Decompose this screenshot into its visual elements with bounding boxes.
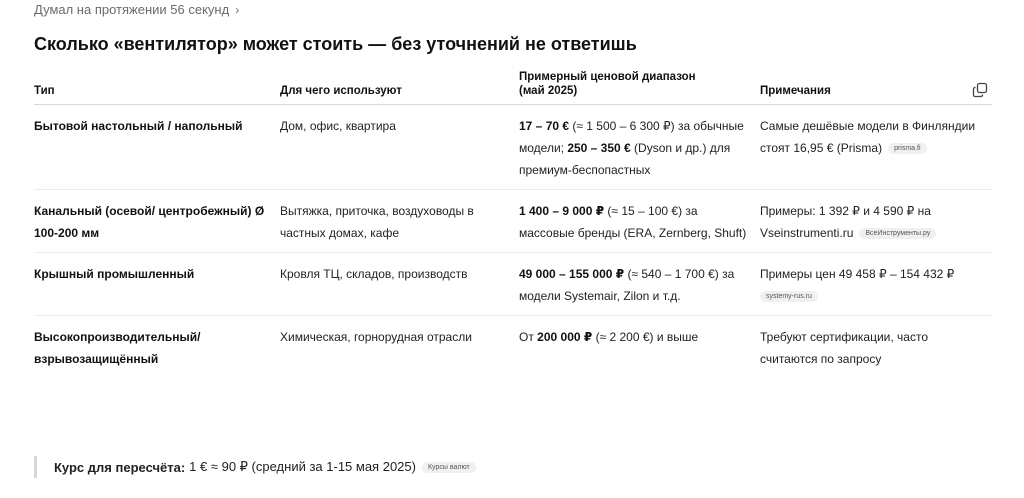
source-chip[interactable]: prisma.fi: [888, 143, 926, 154]
notes-text: Требуют сертификации, часто считаются по запросу: [760, 330, 928, 366]
header-price: [519, 70, 760, 105]
cell-notes: [760, 253, 992, 316]
chevron-right-icon: ›: [235, 2, 240, 17]
price-text: (Dyson и др.) для премиум-беспопастных: [519, 141, 731, 177]
notes-text: Самые дешёвые модели в Финляндии стоят 16,95 € (Prisma): [760, 119, 976, 155]
note-label: Курс для пересчёта:: [54, 459, 186, 475]
cell-price: [519, 105, 760, 190]
thinking-label: Думал на протяжении 56 секунд: [34, 2, 230, 17]
price-table: [34, 70, 992, 378]
cell-notes: [760, 190, 992, 253]
cell-type: Крышный промышленный: [34, 253, 280, 316]
copy-icon[interactable]: [972, 82, 988, 98]
cell-price: [519, 190, 760, 253]
table-row: [34, 253, 992, 316]
cell-type: Бытовой настольный / напольный: [34, 105, 280, 190]
price-text: (≈ 2 200 €) и выше: [592, 330, 699, 344]
exchange-rate-note: [34, 456, 476, 478]
header-notes-label: Примечания: [760, 85, 831, 97]
source-chip[interactable]: ВсеИнструменты.ру: [859, 228, 936, 239]
header-use: Для чего используют: [280, 70, 519, 105]
price-bold: 200 000 ₽: [537, 330, 593, 344]
cell-notes: [760, 105, 992, 190]
price-bold: 1 400 – 9 000 ₽: [519, 204, 605, 218]
answer-title: Сколько «вентилятор» может стоить — без уточнений не ответишь: [34, 34, 637, 54]
cell-type: Высокопроизводительный/ взрывозащищённый: [34, 330, 201, 366]
table-row: [34, 105, 992, 190]
source-chip[interactable]: systemy-rus.ru: [760, 291, 818, 302]
price-text: (≈ 1 500 – 6 300 ₽) за обычные модели;: [519, 119, 744, 155]
cell-price: [519, 316, 760, 379]
cell-use: Кровля ТЦ, складов, производств: [280, 253, 519, 316]
notes-text: Примеры: 1 392 ₽ и 4 590 ₽ на Vseinstrumenti.ru: [760, 204, 931, 240]
cell-type: Канальный (осевой/ центробежный) Ø 100-200 мм: [34, 190, 280, 253]
header-type: Тип: [34, 70, 280, 105]
notes-text: Примеры цен 49 458 ₽ – 154 432 ₽: [760, 267, 955, 281]
header-price-line1: Примерный ценовой диапазон: [519, 71, 696, 83]
cell-price: [519, 253, 760, 316]
price-bold: 250 – 350 €: [567, 141, 631, 155]
price-bold: 17 – 70 €: [519, 119, 570, 133]
table-header-row: [34, 70, 992, 105]
cell-use: Химическая, горнорудная отрасли: [280, 330, 472, 344]
price-bold: 49 000 – 155 000 ₽: [519, 267, 625, 281]
header-price-line2: (май 2025): [519, 85, 578, 97]
table-row: [34, 190, 992, 253]
cell-use: Вытяжка, приточка, воздуховоды в частных домах, кафе: [280, 190, 519, 253]
source-chip[interactable]: Курсы валют: [422, 462, 476, 473]
thinking-toggle[interactable]: [34, 2, 239, 17]
cell-notes: [760, 316, 992, 379]
note-text: 1 € ≈ 90 ₽ (средний за 1-15 мая 2025): [189, 459, 416, 474]
price-text: От: [519, 330, 538, 344]
table-row: [34, 316, 992, 379]
cell-use: Дом, офис, квартира: [280, 105, 519, 190]
price-text: (≈ 540 – 1 700 €) за модели Systemair, Zilon и т.д.: [519, 267, 735, 303]
price-text: (≈ 15 – 100 €) за массовые бренды (ERA, Zernberg, Shuft): [519, 204, 747, 240]
header-notes: [760, 70, 992, 105]
